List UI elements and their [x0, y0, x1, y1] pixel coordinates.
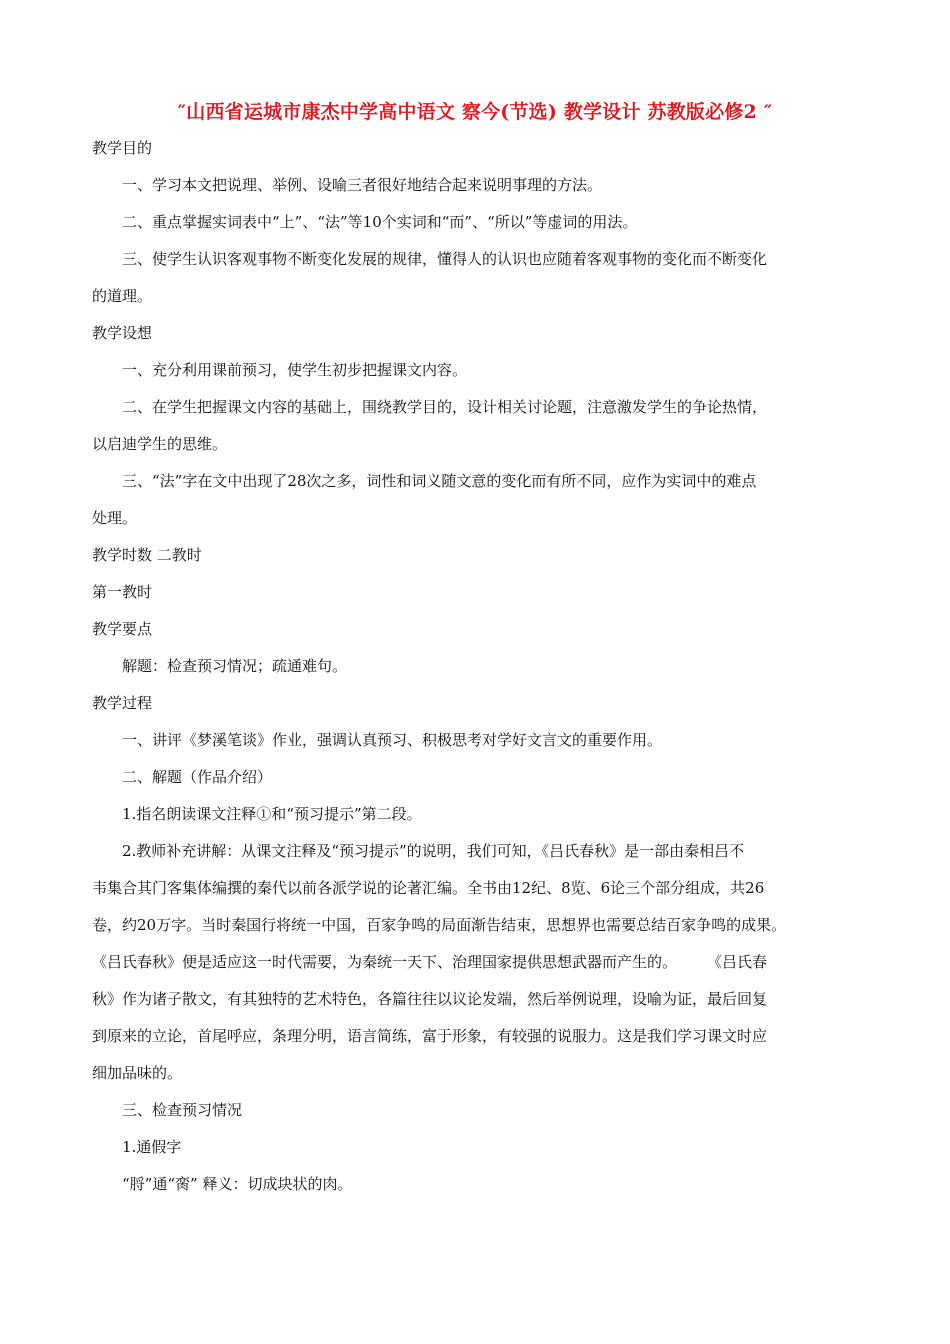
- heading-teaching-points: 教学要点: [92, 620, 153, 638]
- paragraph-line: “脟”通“脔” 释义：切成块状的肉。: [122, 1175, 353, 1193]
- paragraph-line: 三、检查预习情况: [122, 1101, 243, 1119]
- heading-teaching-hours: 教学时数 二教时: [92, 546, 202, 564]
- heading-first-lesson: 第一教时: [92, 583, 153, 601]
- paragraph-line: 细加品味的。: [92, 1064, 183, 1082]
- paragraph-line: 处理。: [92, 509, 138, 527]
- paragraph-line: 二、在学生把握课文内容的基础上，围绕教学目的，设计相关讨论题，注意激发学生的争论热情，: [122, 398, 768, 416]
- paragraph-line: 二、解题（作品介绍）: [122, 768, 273, 786]
- heading-teaching-ideas: 教学设想: [92, 324, 153, 342]
- paragraph-line: 《吕氏春秋》便是适应这一时代需要，为秦统一天下、治理国家提供思想武器而产生的。 《吕氏春: [92, 953, 768, 971]
- paragraph-line: 1.通假字: [122, 1138, 182, 1156]
- paragraph-line: 一、讲评《梦溪笔谈》作业，强调认真预习、积极思考对学好文言文的重要作用。: [122, 731, 663, 749]
- paragraph-line: 2.教师补充讲解：从课文注释及“预习提示”的说明，我们可知，《吕氏春秋》是一部由秦相吕不: [122, 842, 745, 860]
- paragraph-line: 解题：检查预习情况；疏通难句。: [122, 657, 348, 675]
- paragraph-line: 三、使学生认识客观事物不断变化发展的规律，懂得人的认识也应随着客观事物的变化而不断变化: [122, 250, 768, 268]
- paragraph-line: 卷，约20万字。当时秦国行将统一中国，百家争鸣的局面渐告结束，思想界也需要总结百家争鸣的成果。: [92, 916, 787, 934]
- paragraph-line: 到原来的立论，首尾呼应，条理分明，语言简练，富于形象，有较强的说服力。这是我们学习课文时应: [92, 1027, 768, 1045]
- paragraph-line: 二、重点掌握实词表中“上”、“法”等10个实词和“而”、“所以”等虚词的用法。: [122, 213, 638, 231]
- document-body: [92, 130, 872, 1203]
- paragraph-line: 韦集合其门客集体编撰的秦代以前各派学说的论著汇编。全书由12纪、8览、6论三个部分组成，共26: [92, 879, 765, 897]
- paragraph-line: 三、“法”字在文中出现了28次之多，词性和词义随文意的变化而有所不同，应作为实词中的难点: [122, 472, 757, 490]
- heading-teaching-goals: 教学目的: [92, 139, 153, 157]
- paragraph-line: 秋》作为诸子散文，有其独特的艺术特色，各篇往往以议论发端，然后举例说理，设喻为证，最后回复: [92, 990, 768, 1008]
- heading-teaching-process: 教学过程: [92, 694, 153, 712]
- paragraph-line: 1.指名朗读课文注释①和“预习提示”第二段。: [122, 805, 422, 823]
- paragraph-line: 一、学习本文把说理、举例、设喻三者很好地结合起来说明事理的方法。: [122, 176, 603, 194]
- document-title: ″山西省运城市康杰中学高中语文 察今(节选) 教学设计 苏教版必修2 ″: [177, 101, 773, 123]
- paragraph-line: 一、充分利用课前预习，使学生初步把握课文内容。: [122, 361, 468, 379]
- paragraph-line: 的道理。: [92, 287, 153, 305]
- paragraph-line: 以启迪学生的思维。: [92, 435, 228, 453]
